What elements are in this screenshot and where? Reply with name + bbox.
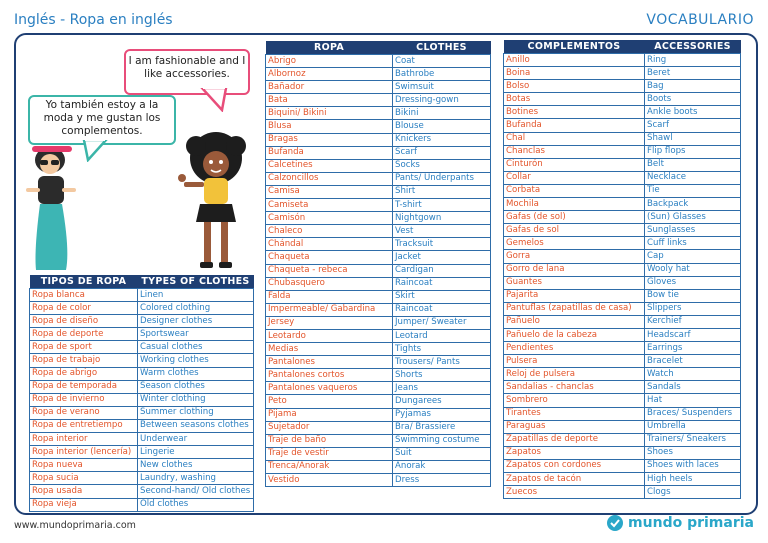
english-term: Anorak xyxy=(393,460,491,473)
table-row xyxy=(504,237,741,250)
table-row xyxy=(266,55,491,68)
english-term: Designer clothes xyxy=(138,315,254,328)
english-term: Raincoat xyxy=(393,277,491,290)
english-term: Clogs xyxy=(645,486,741,499)
table-row xyxy=(504,171,741,184)
english-term: Headscarf xyxy=(645,328,741,341)
table-row xyxy=(266,408,491,421)
english-term: Gloves xyxy=(645,276,741,289)
english-term: Trousers/ Pants xyxy=(393,356,491,369)
english-term: Flip flops xyxy=(645,145,741,158)
spanish-term: Trenca/Anorak xyxy=(266,460,393,473)
spanish-term: Biquini/ Bikini xyxy=(266,107,393,120)
spanish-term: Camiseta xyxy=(266,199,393,212)
bubble-tail-pink xyxy=(200,88,230,112)
english-term: Shorts xyxy=(393,369,491,382)
english-term: Dungarees xyxy=(393,395,491,408)
table-row xyxy=(504,289,741,302)
english-term: Season clothes xyxy=(138,380,254,393)
english-term: Watch xyxy=(645,368,741,381)
english-term: Leotard xyxy=(393,329,491,342)
english-term: Colored clothing xyxy=(138,302,254,315)
spanish-term: Gorra xyxy=(504,250,645,263)
spanish-term: Guantes xyxy=(504,276,645,289)
girl-curly-hair-illustration xyxy=(174,128,258,276)
spanish-term: Bañador xyxy=(266,81,393,94)
table-row xyxy=(266,395,491,408)
speech-bubble-spanish xyxy=(28,95,176,145)
spanish-term: Zapatos xyxy=(504,446,645,459)
spanish-term: Ropa de sport xyxy=(30,341,138,354)
table-row xyxy=(504,486,741,499)
table-row xyxy=(266,264,491,277)
english-term: Jacket xyxy=(393,251,491,264)
spanish-term: Chubasquero xyxy=(266,277,393,290)
spanish-term: Vestido xyxy=(266,474,393,487)
header-complementos: COMPLEMENTOS xyxy=(504,40,645,54)
table-row xyxy=(266,329,491,342)
table-row xyxy=(266,120,491,133)
table-row xyxy=(504,263,741,276)
table-row xyxy=(30,315,254,328)
table-row xyxy=(266,185,491,198)
spanish-term: Ropa de temporada xyxy=(30,380,138,393)
table-row xyxy=(504,211,741,224)
table-row xyxy=(504,420,741,433)
spanish-term: Pulsera xyxy=(504,355,645,368)
english-term: Dressing-gown xyxy=(393,94,491,107)
spanish-term: Paraguas xyxy=(504,420,645,433)
table-row xyxy=(266,356,491,369)
logo-icon xyxy=(606,514,624,532)
english-term: Sandals xyxy=(645,381,741,394)
english-term: Bow tie xyxy=(645,289,741,302)
english-term: Kerchief xyxy=(645,315,741,328)
header-tipos-de-ropa: TIPOS DE ROPA xyxy=(30,275,138,289)
spanish-term: Ropa usada xyxy=(30,485,138,498)
english-term: Shoes xyxy=(645,446,741,459)
english-term: Socks xyxy=(393,159,491,172)
spanish-term: Bragas xyxy=(266,133,393,146)
girl-sunglasses-illustration xyxy=(18,140,88,275)
english-term: Pyjamas xyxy=(393,408,491,421)
english-term: Bikini xyxy=(393,107,491,120)
table-row xyxy=(30,446,254,459)
spanish-term: Chaqueta xyxy=(266,251,393,264)
spanish-term: Abrigo xyxy=(266,55,393,68)
spanish-term: Medias xyxy=(266,343,393,356)
spanish-term: Pijama xyxy=(266,408,393,421)
types-of-clothes-table xyxy=(29,275,254,512)
table-row xyxy=(30,393,254,406)
spanish-term: Zapatos con cordones xyxy=(504,459,645,472)
accessories-table xyxy=(503,40,741,499)
table-row xyxy=(504,302,741,315)
spanish-term: Pantuflas (zapatillas de casa) xyxy=(504,302,645,315)
english-term: Laundry, washing xyxy=(138,472,254,485)
spanish-term: Botas xyxy=(504,93,645,106)
spanish-term: Blusa xyxy=(266,120,393,133)
footer-url: www.mundoprimaria.com xyxy=(14,520,136,531)
spanish-term: Albornoz xyxy=(266,68,393,81)
table-row xyxy=(30,459,254,472)
spanish-term: Ropa vieja xyxy=(30,498,138,511)
english-term: Coat xyxy=(393,55,491,68)
table-row xyxy=(266,447,491,460)
logo-text: mundo primaria xyxy=(628,515,754,531)
table-row xyxy=(30,367,254,380)
spanish-term: Bata xyxy=(266,94,393,107)
spanish-term: Anillo xyxy=(504,54,645,67)
english-term: Suit xyxy=(393,447,491,460)
table-row xyxy=(30,419,254,432)
table-row xyxy=(266,68,491,81)
spanish-term: Traje de baño xyxy=(266,434,393,447)
spanish-term: Bufanda xyxy=(504,119,645,132)
spanish-term: Chaqueta - rebeca xyxy=(266,264,393,277)
spanish-term: Collar xyxy=(504,171,645,184)
table-row xyxy=(266,369,491,382)
spanish-term: Ropa de color xyxy=(30,302,138,315)
spanish-term: Leotardo xyxy=(266,329,393,342)
table-row xyxy=(266,434,491,447)
english-term: Slippers xyxy=(645,302,741,315)
spanish-term: Gemelos xyxy=(504,237,645,250)
bubble-english-text: I am fashionable and I like accessories. xyxy=(128,55,246,80)
table-row xyxy=(266,290,491,303)
english-term: Cardigan xyxy=(393,264,491,277)
table-row xyxy=(30,472,254,485)
english-term: Jumper/ Sweater xyxy=(393,316,491,329)
table-row xyxy=(504,394,741,407)
english-term: Bracelet xyxy=(645,355,741,368)
table-row xyxy=(266,133,491,146)
spanish-term: Zapatos de tacón xyxy=(504,473,645,486)
spanish-term: Pañuelo de la cabeza xyxy=(504,328,645,341)
section-label: VOCABULARIO xyxy=(646,12,754,28)
page-title: Inglés - Ropa en inglés xyxy=(14,12,173,28)
english-term: Nightgown xyxy=(393,212,491,225)
english-term: Vest xyxy=(393,225,491,238)
table-row xyxy=(504,132,741,145)
english-term: Sportswear xyxy=(138,328,254,341)
spanish-term: Pantalones xyxy=(266,356,393,369)
spanish-term: Ropa de deporte xyxy=(30,328,138,341)
english-term: Pants/ Underpants xyxy=(393,172,491,185)
bubble-spanish-text: Yo también estoy a la moda y me gustan los complementos. xyxy=(43,99,161,137)
table-row xyxy=(266,81,491,94)
english-term: Hat xyxy=(645,394,741,407)
english-term: Sunglasses xyxy=(645,224,741,237)
table-row xyxy=(266,212,491,225)
english-term: Skirt xyxy=(393,290,491,303)
english-term: High heels xyxy=(645,473,741,486)
english-term: Summer clothing xyxy=(138,406,254,419)
table-row xyxy=(30,380,254,393)
table-row xyxy=(266,225,491,238)
table-row xyxy=(30,354,254,367)
spanish-term: Reloj de pulsera xyxy=(504,368,645,381)
spanish-term: Ropa de trabajo xyxy=(30,354,138,367)
spanish-term: Sandalias - chanclas xyxy=(504,381,645,394)
table-row xyxy=(30,433,254,446)
spanish-term: Cinturón xyxy=(504,158,645,171)
table-row xyxy=(266,107,491,120)
english-term: Old clothes xyxy=(138,498,254,511)
spanish-term: Impermeable/ Gabardina xyxy=(266,303,393,316)
english-term: Linen xyxy=(138,289,254,302)
brand-logo xyxy=(606,514,754,532)
table-row xyxy=(266,460,491,473)
table-row xyxy=(504,184,741,197)
table-row xyxy=(266,94,491,107)
table-row xyxy=(504,106,741,119)
english-term: Beret xyxy=(645,67,741,80)
spanish-term: Boina xyxy=(504,67,645,80)
spanish-term: Ropa de diseño xyxy=(30,315,138,328)
spanish-term: Chanclas xyxy=(504,145,645,158)
table-row xyxy=(504,433,741,446)
english-term: Umbrella xyxy=(645,420,741,433)
spanish-term: Corbata xyxy=(504,184,645,197)
spanish-term: Traje de vestir xyxy=(266,447,393,460)
table-row xyxy=(30,498,254,511)
english-term: Between seasons clothes xyxy=(138,419,254,432)
table-row xyxy=(504,355,741,368)
english-term: Second-hand/ Old clothes xyxy=(138,485,254,498)
spanish-term: Tirantes xyxy=(504,407,645,420)
spanish-term: Jersey xyxy=(266,316,393,329)
table-row xyxy=(504,224,741,237)
table-row xyxy=(30,302,254,315)
spanish-term: Bolso xyxy=(504,80,645,93)
english-term: Tights xyxy=(393,343,491,356)
english-term: Earrings xyxy=(645,342,741,355)
spanish-term: Zapatillas de deporte xyxy=(504,433,645,446)
english-term: T-shirt xyxy=(393,199,491,212)
table-row xyxy=(266,146,491,159)
english-term: Bag xyxy=(645,80,741,93)
english-term: Scarf xyxy=(645,119,741,132)
spanish-term: Pañuelo xyxy=(504,315,645,328)
table-row xyxy=(266,238,491,251)
table-row xyxy=(504,54,741,67)
english-term: Shawl xyxy=(645,132,741,145)
table-row xyxy=(504,368,741,381)
header-types-of-clothes: TYPES OF CLOTHES xyxy=(138,275,254,289)
english-term: Backpack xyxy=(645,198,741,211)
spanish-term: Botines xyxy=(504,106,645,119)
english-term: Cap xyxy=(645,250,741,263)
table-row xyxy=(30,289,254,302)
table-row xyxy=(266,421,491,434)
english-term: Lingerie xyxy=(138,446,254,459)
spanish-term: Zuecos xyxy=(504,486,645,499)
table-row xyxy=(266,251,491,264)
table-row xyxy=(504,342,741,355)
table-row xyxy=(504,250,741,263)
spanish-term: Calcetines xyxy=(266,159,393,172)
english-term: Scarf xyxy=(393,146,491,159)
table-row xyxy=(266,316,491,329)
english-term: Swimsuit xyxy=(393,81,491,94)
spanish-term: Peto xyxy=(266,395,393,408)
spanish-term: Ropa interior (lencería) xyxy=(30,446,138,459)
spanish-term: Calzoncillos xyxy=(266,172,393,185)
table-row xyxy=(504,459,741,472)
english-term: Tracksuit xyxy=(393,238,491,251)
english-term: Cuff links xyxy=(645,237,741,250)
english-term: Shoes with laces xyxy=(645,459,741,472)
spanish-term: Bufanda xyxy=(266,146,393,159)
table-row xyxy=(266,159,491,172)
table-row xyxy=(504,315,741,328)
spanish-term: Chal xyxy=(504,132,645,145)
english-term: Trainers/ Sneakers xyxy=(645,433,741,446)
english-term: Wooly hat xyxy=(645,263,741,276)
table-row xyxy=(504,198,741,211)
table-row xyxy=(504,328,741,341)
spanish-term: Chándal xyxy=(266,238,393,251)
spanish-term: Ropa de invierno xyxy=(30,393,138,406)
table-row xyxy=(30,328,254,341)
table-row xyxy=(266,343,491,356)
table-row xyxy=(266,199,491,212)
english-term: Raincoat xyxy=(393,303,491,316)
header-clothes: CLOTHES xyxy=(393,41,491,55)
table-row xyxy=(504,276,741,289)
spanish-term: Falda xyxy=(266,290,393,303)
english-term: Casual clothes xyxy=(138,341,254,354)
english-term: Warm clothes xyxy=(138,367,254,380)
spanish-term: Gorro de lana xyxy=(504,263,645,276)
english-term: Necklace xyxy=(645,171,741,184)
spanish-term: Ropa interior xyxy=(30,433,138,446)
spanish-term: Ropa sucia xyxy=(30,472,138,485)
spanish-term: Pantalones vaqueros xyxy=(266,382,393,395)
spanish-term: Pendientes xyxy=(504,342,645,355)
spanish-term: Ropa nueva xyxy=(30,459,138,472)
spanish-term: Gafas (de sol) xyxy=(504,211,645,224)
spanish-term: Camisa xyxy=(266,185,393,198)
spanish-term: Camisón xyxy=(266,212,393,225)
english-term: Knickers xyxy=(393,133,491,146)
spanish-term: Sombrero xyxy=(504,394,645,407)
spanish-term: Ropa de entretiempo xyxy=(30,419,138,432)
table-row xyxy=(504,119,741,132)
english-term: Bra/ Brassiere xyxy=(393,421,491,434)
spanish-term: Mochila xyxy=(504,198,645,211)
table-row xyxy=(504,381,741,394)
table-row xyxy=(266,382,491,395)
english-term: Belt xyxy=(645,158,741,171)
table-row xyxy=(30,341,254,354)
english-term: Winter clothing xyxy=(138,393,254,406)
table-row xyxy=(266,172,491,185)
table-row xyxy=(504,446,741,459)
header-ropa: ROPA xyxy=(266,41,393,55)
table-row xyxy=(266,303,491,316)
english-term: Blouse xyxy=(393,120,491,133)
spanish-term: Ropa de verano xyxy=(30,406,138,419)
english-term: Ring xyxy=(645,54,741,67)
english-term: Jeans xyxy=(393,382,491,395)
english-term: New clothes xyxy=(138,459,254,472)
table-row xyxy=(504,93,741,106)
table-row xyxy=(504,473,741,486)
table-row xyxy=(504,407,741,420)
english-term: Tie xyxy=(645,184,741,197)
english-term: Bathrobe xyxy=(393,68,491,81)
spanish-term: Gafas de sol xyxy=(504,224,645,237)
table-row xyxy=(504,145,741,158)
speech-bubble-english xyxy=(124,49,250,95)
english-term: Swimming costume xyxy=(393,434,491,447)
table-row xyxy=(266,474,491,487)
english-term: Dress xyxy=(393,474,491,487)
spanish-term: Ropa blanca xyxy=(30,289,138,302)
spanish-term: Ropa de abrigo xyxy=(30,367,138,380)
table-row xyxy=(266,277,491,290)
english-term: Boots xyxy=(645,93,741,106)
english-term: Braces/ Suspenders xyxy=(645,407,741,420)
english-term: Ankle boots xyxy=(645,106,741,119)
table-row xyxy=(504,80,741,93)
english-term: Underwear xyxy=(138,433,254,446)
english-term: (Sun) Glasses xyxy=(645,211,741,224)
spanish-term: Pantalones cortos xyxy=(266,369,393,382)
table-row xyxy=(30,406,254,419)
table-row xyxy=(504,158,741,171)
spanish-term: Pajarita xyxy=(504,289,645,302)
english-term: Working clothes xyxy=(138,354,254,367)
table-row xyxy=(30,485,254,498)
header-accessories: ACCESSORIES xyxy=(645,40,741,54)
spanish-term: Sujetador xyxy=(266,421,393,434)
spanish-term: Chaleco xyxy=(266,225,393,238)
table-row xyxy=(504,67,741,80)
clothes-table xyxy=(265,41,491,487)
english-term: Shirt xyxy=(393,185,491,198)
